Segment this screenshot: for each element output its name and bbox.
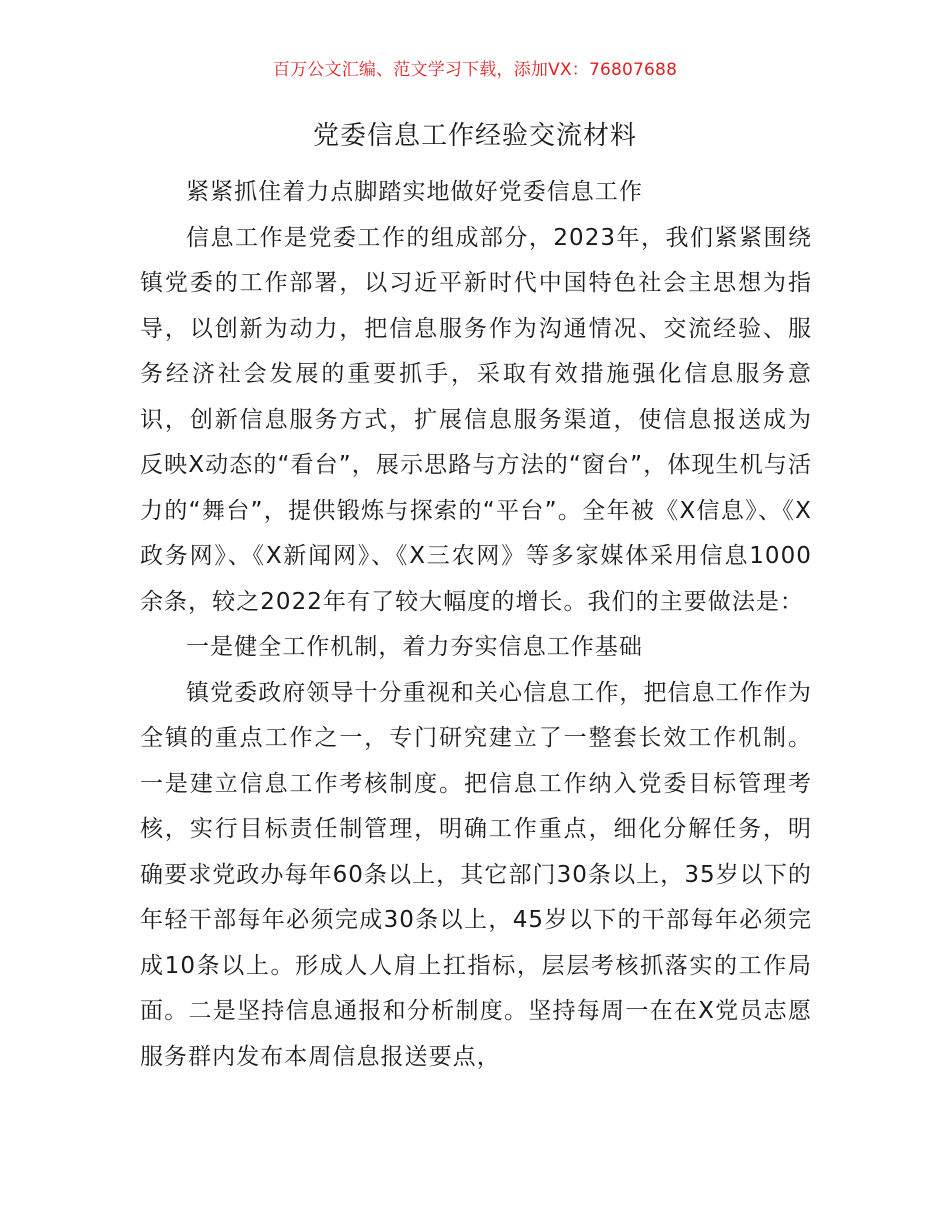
section-paragraph: 镇党委政府领导十分重视和关心信息工作，把信息工作作为全镇的重点工作之一，专门研究建立了一整套长效工作机制。一是建立信息工作考核制度。把信息工作纳入党委目标管理考核，实行目标责任制管理，明确工作重点，细化分解任务，明确要求党政办每年60条以上，其它部门30条以上，35岁以下的年轻干部每年必须完成30条以上，45岁以下的干部每年必须完成10条以上。形成人人肩上扛指标，层层考核抓落实的工作局面。二是坚持信息通报和分析制度。坚持每周一在在X党员志愿服务群内发布本周信息报送要点， bbox=[140, 679, 812, 1070]
header-note: 百万公文汇编、范文学习下载，添加VX：76807688 bbox=[272, 60, 678, 80]
section-heading: 一是健全工作机制，着力夯实信息工作基础 bbox=[186, 634, 643, 660]
document-body bbox=[140, 170, 812, 1080]
subtitle-paragraph: 紧紧抓住着力点脚踏实地做好党委信息工作 bbox=[186, 179, 643, 205]
document-title: 党委信息工作经验交流材料 bbox=[312, 121, 637, 151]
intro-paragraph: 信息工作是党委工作的组成部分，2023年，我们紧紧围绕镇党委的工作部署，以习近平新时代中国特色社会主思想为指导，以创新为动力，把信息服务作为沟通情况、交流经验、服务经济社会发展的重要抓手，采取有效措施强化信息服务意识，创新信息服务方式，扩展信息服务渠道，使信息报送成为反映X动态的“看台”，展示思路与方法的“窗台”，体现生机与活力的“舞台”，提供锻炼与探索的“平台”。全年被《X信息》、《X政务网》、《X新闻网》、《X三农网》等多家媒体采用信息1000余条，较之2022年有了较大幅度的增长。我们的主要做法是： bbox=[140, 224, 812, 615]
